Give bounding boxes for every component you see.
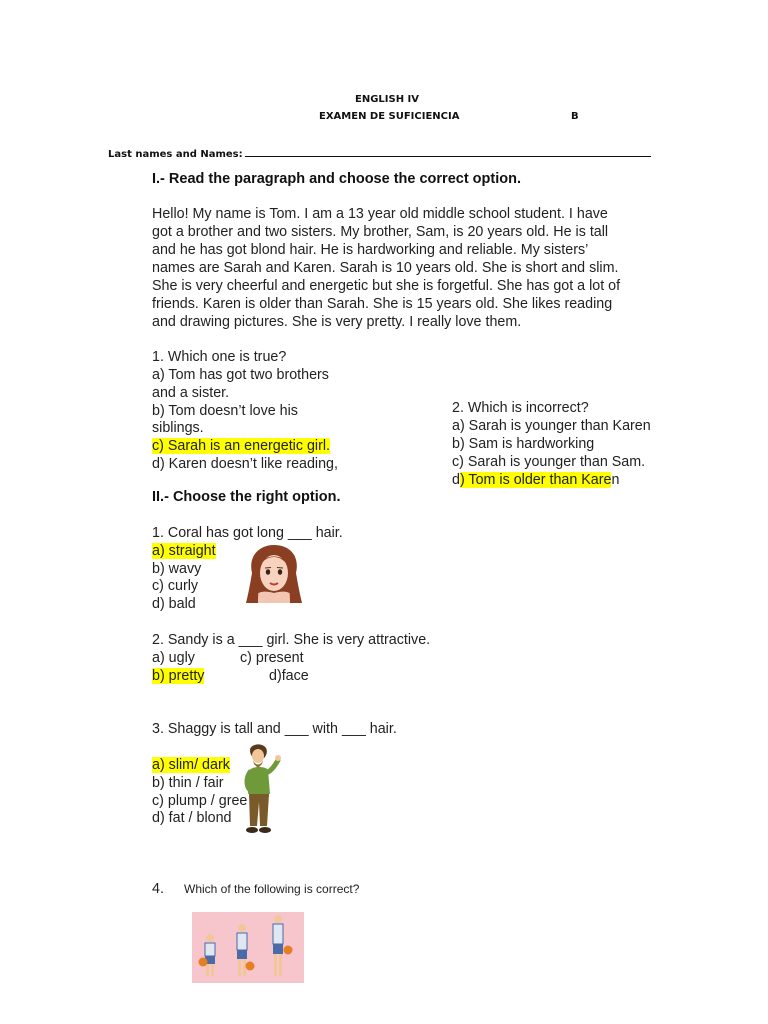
q1-option-a-line2: and a sister. [152, 385, 230, 401]
q1-option-a-line1: a) Tom has got two brothers [152, 367, 329, 383]
s2-q3-option-d: d) fat / blond [152, 810, 232, 826]
s2-q1-option-d: d) bald [152, 596, 196, 612]
names-label: Last names and Names: [108, 149, 243, 160]
names-field [108, 146, 651, 160]
q1-option-d: d) Karen doesn’t like reading, [152, 456, 338, 472]
section-1-title: I.- Read the paragraph and choose the correct option. [152, 171, 521, 187]
paragraph-line: Hello! My name is Tom. I am a 13 year old middle school student. I have [152, 206, 608, 222]
shaggy-cartoon-image [236, 742, 284, 836]
paragraph-line: and he has got blond hair. He is hardworking and reliable. My sisters’ [152, 242, 589, 258]
s2-q2-question: 2. Sandy is a ___ girl. She is very attractive. [152, 632, 431, 648]
q1-option-b-line2: siblings. [152, 420, 204, 436]
q2-option-d-prefix: d [452, 472, 460, 488]
s2-q2-option-c: c) present [240, 650, 304, 666]
q1-option-c [152, 437, 330, 455]
girl-long-hair-image [242, 543, 306, 605]
s2-q2-option-a: a) ugly [152, 650, 195, 666]
exam-title: EXAMEN DE SUFICIENCIA [319, 111, 460, 122]
s2-q3-option-b: b) thin / fair [152, 775, 224, 791]
s2-q3-option-c: c) plump / gree [152, 793, 248, 809]
paragraph-line: and drawing pictures. She is very pretty. I really love them. [152, 314, 522, 330]
answer-highlight: b) pretty [152, 668, 205, 684]
basketball-players-image [192, 912, 304, 983]
q1-question: 1. Which one is true? [152, 349, 287, 365]
q2-option-d-suffix: n [611, 472, 620, 488]
q2-option-c: c) Sarah is younger than Sam. [452, 454, 646, 470]
answer-highlight: a) straight [152, 543, 216, 559]
names-blank-line [245, 146, 651, 157]
answer-highlight: c) Sarah is an energetic girl. [152, 438, 330, 454]
s2-q2-option-d: d)face [269, 668, 309, 684]
paragraph-line: names are Sarah and Karen. Sarah is 10 years old. She is short and slim. [152, 260, 619, 276]
reading-paragraph [152, 205, 620, 331]
q2-option-d [452, 471, 619, 489]
q1-option-b-line1: b) Tom doesn’t love his [152, 403, 298, 419]
answer-highlight: a) slim/ dark [152, 757, 230, 773]
s2-q1-question: 1. Coral has got long ___ hair. [152, 525, 343, 541]
answer-highlight: ) Tom is older than Kare [459, 472, 612, 488]
paragraph-line: got a brother and two sisters. My brother, Sam, is 20 years old. He is tall [152, 224, 609, 240]
q2-option-b: b) Sam is hardworking [452, 436, 595, 452]
s2-q4-question: Which of the following is correct? [184, 882, 360, 896]
s2-q1-option-b: b) wavy [152, 561, 202, 577]
s2-q4-number: 4. [152, 881, 164, 897]
section-2-title: II.- Choose the right option. [152, 489, 341, 505]
s2-q1-option-a [152, 542, 216, 560]
q2-option-a: a) Sarah is younger than Karen [452, 418, 651, 434]
paragraph-line: friends. Karen is older than Sarah. She is 15 years old. She likes reading [152, 296, 613, 312]
q2-question: 2. Which is incorrect? [452, 400, 589, 416]
course-title: ENGLISH IV [355, 94, 420, 105]
s2-q3-question: 3. Shaggy is tall and ___ with ___ hair. [152, 721, 397, 737]
s2-q2-option-b [152, 667, 204, 685]
s2-q3-option-a [152, 756, 230, 774]
paragraph-line: She is very cheerful and energetic but she is forgetful. She has got a lot of [152, 278, 621, 294]
exam-version: B [571, 111, 579, 122]
s2-q1-option-c: c) curly [152, 578, 199, 594]
